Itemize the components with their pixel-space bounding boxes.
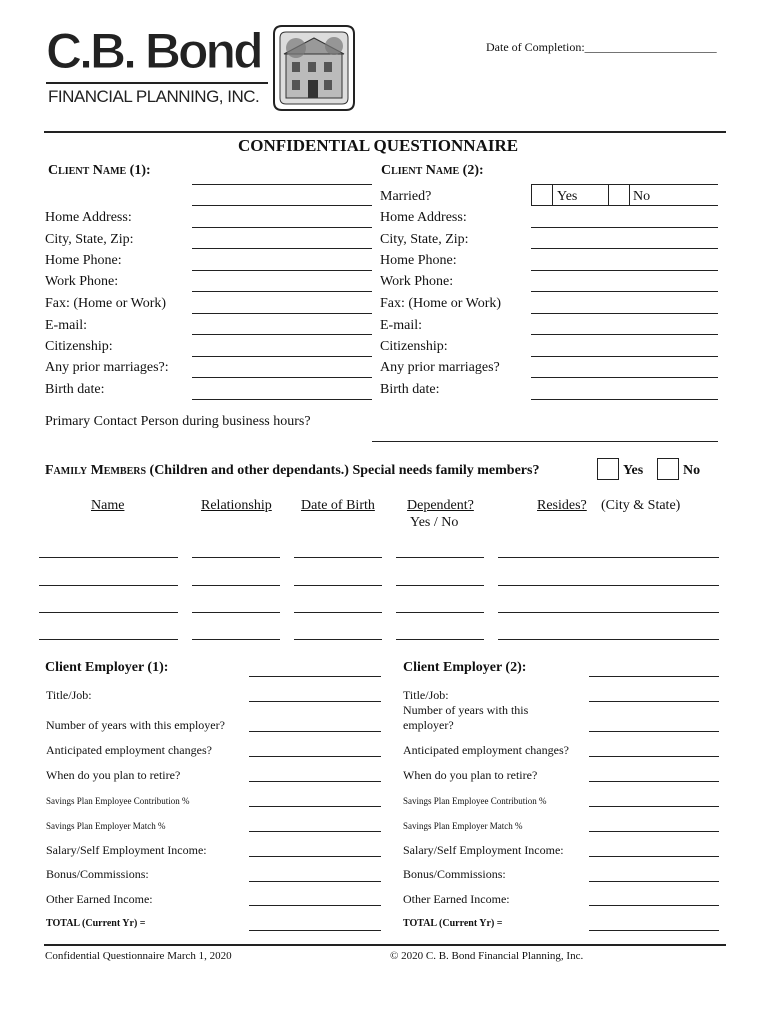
client1-field-label: City, State, Zip: <box>45 232 134 247</box>
client2-field-label: City, State, Zip: <box>380 232 469 247</box>
employer2-total-label: TOTAL (Current Yr) = <box>403 918 503 929</box>
client1-field-label: Home Phone: <box>45 253 122 268</box>
client1-input-line[interactable] <box>192 248 372 249</box>
client1-field-label: Birth date: <box>45 382 105 397</box>
employer1-changes-label: Anticipated employment changes? <box>46 743 212 757</box>
employer2-salary-line[interactable] <box>589 856 719 857</box>
married-no-label: No <box>633 189 651 204</box>
client2-field-label: Any prior marriages? <box>380 360 500 375</box>
client2-input-line[interactable] <box>531 313 718 314</box>
col-name: Name <box>91 498 125 513</box>
client1-input-line[interactable] <box>192 270 372 271</box>
family-heading-title: Family Members <box>45 463 147 478</box>
employer2-savings-er-line[interactable] <box>589 831 719 832</box>
special-needs-yes-checkbox[interactable] <box>597 458 619 480</box>
client2-input-line[interactable] <box>531 399 718 400</box>
employer1-savings-er-label: Savings Plan Employer Match % <box>46 821 166 831</box>
employer2-savings-emp-line[interactable] <box>589 806 719 807</box>
married-label: Married? <box>380 189 432 204</box>
client1-input-line[interactable] <box>192 334 372 335</box>
client1-field-label: Home Address: <box>45 210 132 225</box>
employer2-salary-label: Salary/Self Employment Income: <box>403 843 564 857</box>
client1-field-label: Any prior marriages?: <box>45 360 169 375</box>
employer1-years-line[interactable] <box>249 731 381 732</box>
employer2-total-line[interactable] <box>589 930 719 931</box>
family-dependent-line[interactable] <box>396 612 484 613</box>
footer-divider <box>44 944 726 946</box>
client1-input-line[interactable] <box>192 377 372 378</box>
special-needs-no-checkbox[interactable] <box>657 458 679 480</box>
employer1-savings-emp-label: Savings Plan Employee Contribution % <box>46 796 190 806</box>
employer1-total-label: TOTAL (Current Yr) = <box>46 918 146 929</box>
employer1-heading: Client Employer (1): <box>45 660 169 675</box>
employer1-other-label: Other Earned Income: <box>46 892 153 906</box>
primary-contact-label: Primary Contact Person during business hours? <box>45 414 311 429</box>
client1-name-line[interactable] <box>192 184 372 185</box>
col-date-of-birth: Date of Birth <box>301 498 375 513</box>
family-dob-line[interactable] <box>294 557 382 558</box>
client2-input-line[interactable] <box>531 270 718 271</box>
employer2-retire-line[interactable] <box>589 781 719 782</box>
employer2-bonus-label: Bonus/Commissions: <box>403 867 506 881</box>
family-name-line[interactable] <box>39 585 178 586</box>
building-emblem-icon <box>272 24 356 112</box>
special-needs-no-label: No <box>683 463 701 478</box>
family-dob-line[interactable] <box>294 639 382 640</box>
employer2-savings-er-label: Savings Plan Employer Match % <box>403 821 523 831</box>
family-dependent-line[interactable] <box>396 585 484 586</box>
employer1-name-line[interactable] <box>249 676 381 677</box>
client1-input-line[interactable] <box>192 399 372 400</box>
family-name-line[interactable] <box>39 639 178 640</box>
employer1-retire-line[interactable] <box>249 781 381 782</box>
employer2-savings-emp-label: Savings Plan Employee Contribution % <box>403 796 547 806</box>
employer2-changes-label: Anticipated employment changes? <box>403 743 569 757</box>
employer1-retire-label: When do you plan to retire? <box>46 768 181 782</box>
client2-field-label: Birth date: <box>380 382 440 397</box>
employer1-bonus-label: Bonus/Commissions: <box>46 867 149 881</box>
logo-subtitle: FINANCIAL PLANNING, INC. <box>48 87 260 106</box>
family-relationship-line[interactable] <box>192 639 280 640</box>
employer2-changes-line[interactable] <box>589 756 719 757</box>
client1-input-line[interactable] <box>192 291 372 292</box>
employer2-name-line[interactable] <box>589 676 719 677</box>
client1-input-line[interactable] <box>192 313 372 314</box>
client1-heading: Client Name (1): <box>48 163 151 178</box>
client2-field-label: Home Address: <box>380 210 467 225</box>
employer1-other-line[interactable] <box>249 905 381 906</box>
client2-input-line[interactable] <box>531 291 718 292</box>
top-divider <box>44 131 726 133</box>
family-dependent-line[interactable] <box>396 639 484 640</box>
company-logo <box>44 24 356 112</box>
client1-field-label: Work Phone: <box>45 274 119 289</box>
page-title: CONFIDENTIAL QUESTIONNAIRE <box>238 136 519 155</box>
employer1-title-line[interactable] <box>249 701 381 702</box>
employer2-title-line[interactable] <box>589 701 719 702</box>
family-name-line[interactable] <box>39 612 178 613</box>
employer2-title-label: Title/Job: <box>403 688 449 702</box>
primary-contact-line[interactable] <box>372 441 718 442</box>
client2-input-line[interactable] <box>531 356 718 357</box>
married-yes-label: Yes <box>557 189 578 204</box>
employer1-savings-emp-line[interactable] <box>249 806 381 807</box>
employer1-bonus-line[interactable] <box>249 881 381 882</box>
logo-name: C.B. Bond <box>46 23 261 79</box>
client2-field-label: Home Phone: <box>380 253 457 268</box>
col-resides: Resides? <box>537 498 587 513</box>
married-yes-checkbox[interactable] <box>531 184 553 206</box>
col-dependent-sub: Yes / No <box>410 515 459 530</box>
employer2-bonus-line[interactable] <box>589 881 719 882</box>
footer-left: Confidential Questionnaire March 1, 2020 <box>45 950 232 962</box>
employer2-other-line[interactable] <box>589 905 719 906</box>
client1-field-label: E-mail: <box>45 318 87 333</box>
family-heading-detail: (Children and other dependants.) Special needs family members? <box>149 463 540 478</box>
employer1-savings-er-line[interactable] <box>249 831 381 832</box>
family-resides-line[interactable] <box>498 612 719 613</box>
logo-underline <box>46 82 268 84</box>
employer1-title-label: Title/Job: <box>46 688 92 702</box>
family-resides-line[interactable] <box>498 639 719 640</box>
employer2-other-label: Other Earned Income: <box>403 892 510 906</box>
family-resides-line[interactable] <box>498 585 719 586</box>
client2-heading: Client Name (2): <box>381 163 484 178</box>
client2-field-label: Citizenship: <box>380 339 448 354</box>
col-dependent: Dependent? <box>407 498 474 513</box>
employer1-years-label: Number of years with this employer? <box>46 718 225 732</box>
client2-input-line[interactable] <box>531 248 718 249</box>
date-of-completion-label: Date of Completion:______________________ <box>486 40 717 54</box>
family-dependent-line[interactable] <box>396 557 484 558</box>
family-relationship-line[interactable] <box>192 585 280 586</box>
employer2-retire-label: When do you plan to retire? <box>403 768 538 782</box>
employer1-changes-line[interactable] <box>249 756 381 757</box>
family-dob-line[interactable] <box>294 612 382 613</box>
client1-field-label: Fax: (Home or Work) <box>45 296 167 311</box>
employer1-salary-line[interactable] <box>249 856 381 857</box>
client1-input-line[interactable] <box>192 227 372 228</box>
client2-field-label: Work Phone: <box>380 274 454 289</box>
married-line <box>531 205 718 206</box>
client2-field-label: Fax: (Home or Work) <box>380 296 502 311</box>
client2-input-line[interactable] <box>531 227 718 228</box>
family-resides-line[interactable] <box>498 557 719 558</box>
employer1-salary-label: Salary/Self Employment Income: <box>46 843 207 857</box>
client1-name-line2[interactable] <box>192 205 372 206</box>
family-heading <box>45 463 539 479</box>
special-needs-yes-label: Yes <box>623 463 644 478</box>
family-name-line[interactable] <box>39 557 178 558</box>
family-relationship-line[interactable] <box>192 557 280 558</box>
employer2-years-line[interactable] <box>589 731 719 732</box>
employer2-heading: Client Employer (2): <box>403 660 527 675</box>
client2-field-label: E-mail: <box>380 318 422 333</box>
client2-input-line[interactable] <box>531 334 718 335</box>
family-relationship-line[interactable] <box>192 612 280 613</box>
employer2-years-label-1: Number of years with this <box>403 703 529 717</box>
client2-input-line[interactable] <box>531 377 718 378</box>
col-relationship: Relationship <box>201 498 272 513</box>
client1-input-line[interactable] <box>192 356 372 357</box>
family-dob-line[interactable] <box>294 585 382 586</box>
client1-field-label: Citizenship: <box>45 339 113 354</box>
employer2-years-label-2: employer? <box>403 718 454 732</box>
employer1-total-line[interactable] <box>249 930 381 931</box>
footer-right: © 2020 C. B. Bond Financial Planning, Inc. <box>390 950 584 962</box>
col-resides-sub: (City & State) <box>601 498 681 513</box>
married-no-checkbox[interactable] <box>608 184 630 206</box>
